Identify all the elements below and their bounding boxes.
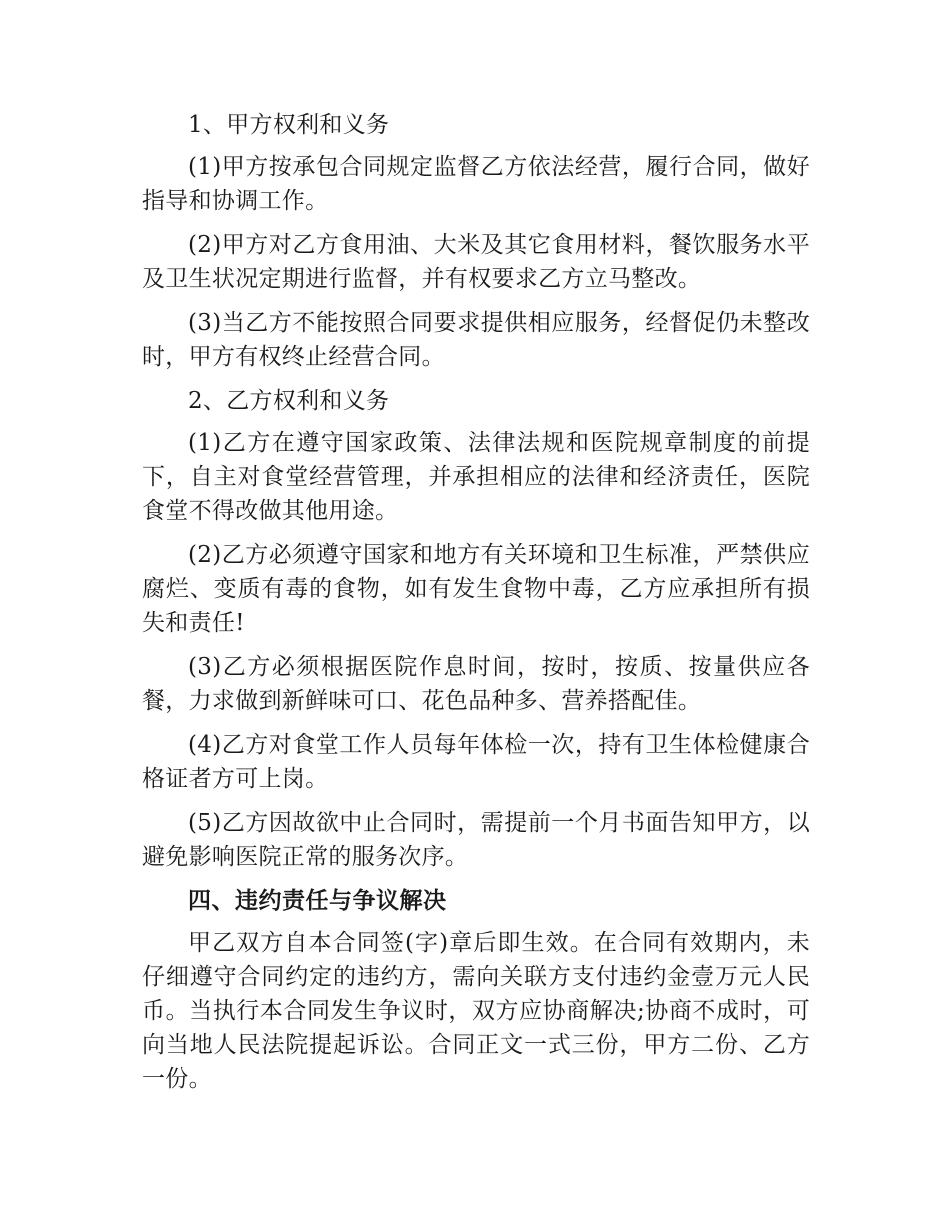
party-b-item-5: (5)乙方因故欲中止合同时，需提前一个月书面告知甲方，以避免影响医院正常的服务次序。: [142, 810, 810, 870]
party-a-heading: 1、甲方权利和义务: [188, 112, 390, 138]
party-b-item-4: (4)乙方对食堂工作人员每年体检一次，持有卫生体检健康合格证者方可上岗。: [142, 732, 810, 792]
party-b-heading: 2、乙方权利和义务: [188, 388, 390, 414]
party-b-item-1: (1)乙方在遵守国家政策、法律法规和医院规章制度的前提下，自主对食堂经营管理，并承担相应的法律和经济责任，医院食堂不得改做其他用途。: [142, 430, 810, 524]
section-four-body: 甲乙双方自本合同签(字)章后即生效。在合同有效期内，未仔细遵守合同约定的违约方，需向关联方支付违约金壹万元人民币。当执行本合同发生争议时，双方应协商解决;协商不成时，可向当地人民法院提起诉讼。合同正文一式三份，甲方二份、乙方一份。: [142, 930, 810, 1092]
party-a-item-3: (3)当乙方不能按照合同要求提供相应服务，经督促仍未整改时，甲方有权终止经营合同。: [142, 310, 810, 370]
party-a-item-2: (2)甲方对乙方食用油、大米及其它食用材料，餐饮服务水平及卫生状况定期进行监督，并有权要求乙方立马整改。: [142, 232, 810, 292]
party-a-item-1: (1)甲方按承包合同规定监督乙方依法经营，履行合同，做好指导和协调工作。: [142, 154, 810, 214]
section-four-title: 四、违约责任与争议解决: [188, 888, 447, 914]
party-b-item-3: (3)乙方必须根据医院作息时间，按时，按质、按量供应各餐，力求做到新鲜味可口、花色品种多、营养搭配佳。: [142, 654, 810, 714]
party-b-item-2: (2)乙方必须遵守国家和地方有关环境和卫生标准，严禁供应腐烂、变质有毒的食物，如有发生食物中毒，乙方应承担所有损失和责任!: [142, 542, 810, 636]
document-page: [142, 108, 810, 1106]
